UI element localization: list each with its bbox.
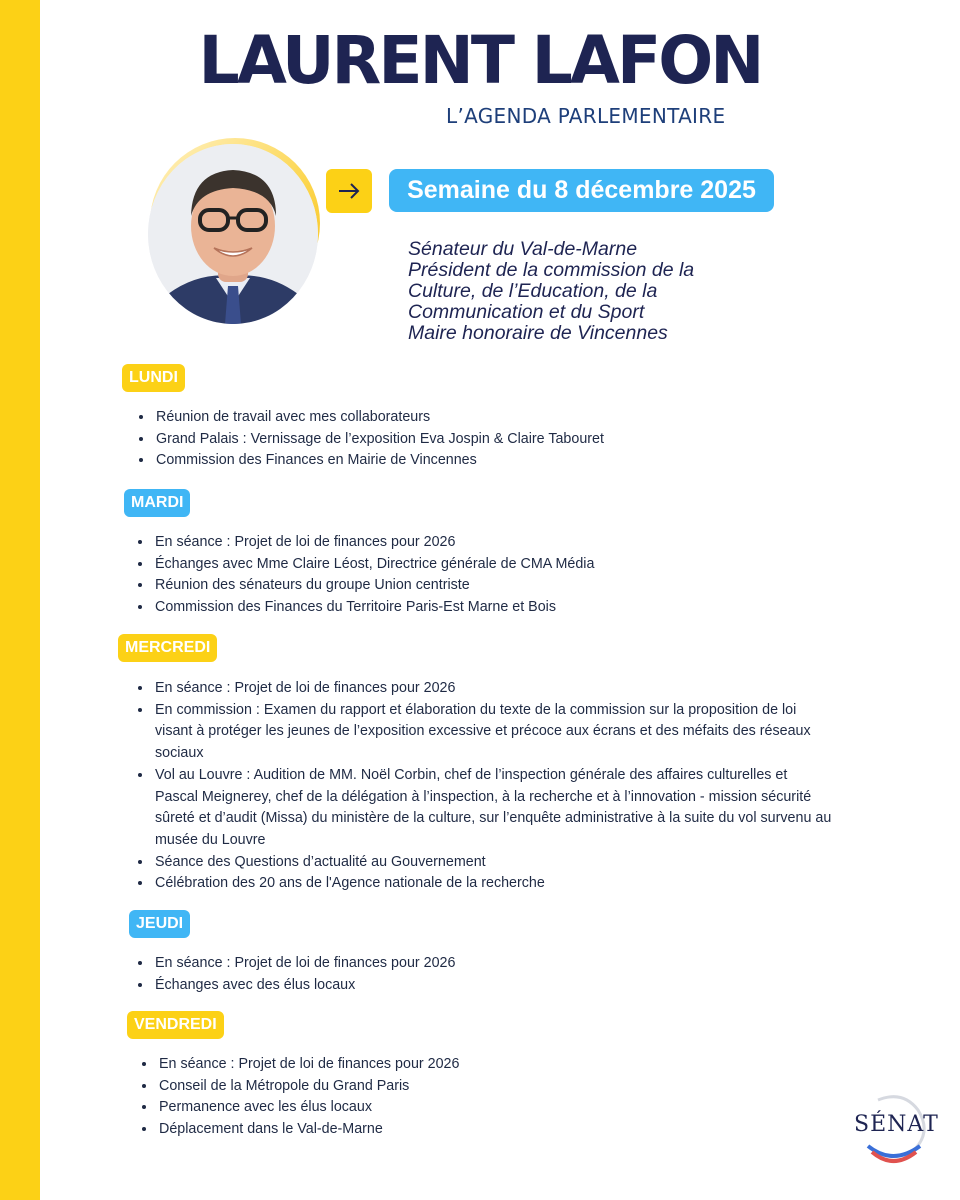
agenda-list-vendredi	[139, 1054, 837, 1141]
list-item: • En séance : Projet de loi de finances pour 2026	[153, 678, 833, 700]
agenda-list-mercredi	[135, 678, 833, 895]
list-item: • Commission des Finances du Territoire Paris-Est Marne et Bois	[153, 597, 833, 619]
page-title: LAURENT LAFON	[198, 22, 762, 99]
left-yellow-bar	[0, 0, 40, 1200]
senator-portrait	[148, 138, 320, 326]
list-item: • Permanence avec les élus locaux	[157, 1097, 837, 1119]
list-item: • Réunion des sénateurs du groupe Union centriste	[153, 575, 833, 597]
list-item: • Échanges avec des élus locaux	[153, 975, 833, 997]
day-badge-mercredi: MERCREDI	[118, 634, 217, 662]
list-item: • Séance des Questions d’actualité au Gouvernement	[153, 852, 833, 874]
list-item: • Commission des Finances en Mairie de Vincennes	[154, 450, 834, 472]
bio-line: Culture, de l’Education, de la	[408, 280, 658, 302]
agenda-list-lundi	[136, 407, 834, 472]
list-item: • Réunion de travail avec mes collaborateurs	[154, 407, 834, 429]
bio-line: Président de la commission de la	[408, 259, 695, 281]
day-badge-mardi: MARDI	[124, 489, 190, 517]
agenda-list-jeudi	[135, 953, 833, 996]
day-badge-jeudi: JEUDI	[129, 910, 190, 938]
senat-logo-text: SÉNAT	[854, 1112, 939, 1137]
list-item: • Déplacement dans le Val-de-Marne	[157, 1119, 837, 1141]
list-item: • Vol au Louvre : Audition de MM. Noël Corbin, chef de l’inspection générale des affaires culturelles et Pascal Meignerey, chef de la délégation à l’inspection, à la recherche et à l’innovation - mission sécurité sûreté et d’audit (Missa) du ministère de la culture, sur l’enquête administrative à la suite du vol survenu au musée du Louvre	[153, 765, 833, 852]
list-item: • Conseil de la Métropole du Grand Paris	[157, 1076, 837, 1098]
senator-bio	[408, 239, 694, 344]
list-item: • Échanges avec Mme Claire Léost, Directrice générale de CMA Média	[153, 554, 833, 576]
week-label: Semaine du 8 décembre 2025	[389, 169, 774, 212]
list-item: • Célébration des 20 ans de l'Agence nationale de la recherche	[153, 873, 833, 895]
list-item: • Grand Palais : Vernissage de l’exposition Eva Jospin & Claire Tabouret	[154, 429, 834, 451]
list-item: • En séance : Projet de loi de finances pour 2026	[153, 532, 833, 554]
arrow-right-icon	[326, 169, 372, 213]
list-item: • En séance : Projet de loi de finances pour 2026	[157, 1054, 837, 1076]
day-badge-lundi: LUNDI	[122, 364, 185, 392]
portrait-photo	[148, 144, 318, 324]
senat-logo	[848, 1092, 938, 1172]
bio-line: Maire honoraire de Vincennes	[408, 322, 668, 344]
list-item: • En commission : Examen du rapport et élaboration du texte de la commission sur la proposition de loi visant à protéger les jeunes de l’exposition excessive et précoce aux écrans et des méfaits des réseaux sociaux	[153, 700, 833, 765]
day-badge-vendredi: VENDREDI	[127, 1011, 224, 1039]
page-subtitle: L’AGENDA PARLEMENTAIRE	[446, 104, 726, 128]
bio-line: Sénateur du Val-de-Marne	[408, 238, 638, 260]
agenda-list-mardi	[135, 532, 833, 619]
bio-line: Communication et du Sport	[408, 301, 645, 323]
list-item: • En séance : Projet de loi de finances pour 2026	[153, 953, 833, 975]
